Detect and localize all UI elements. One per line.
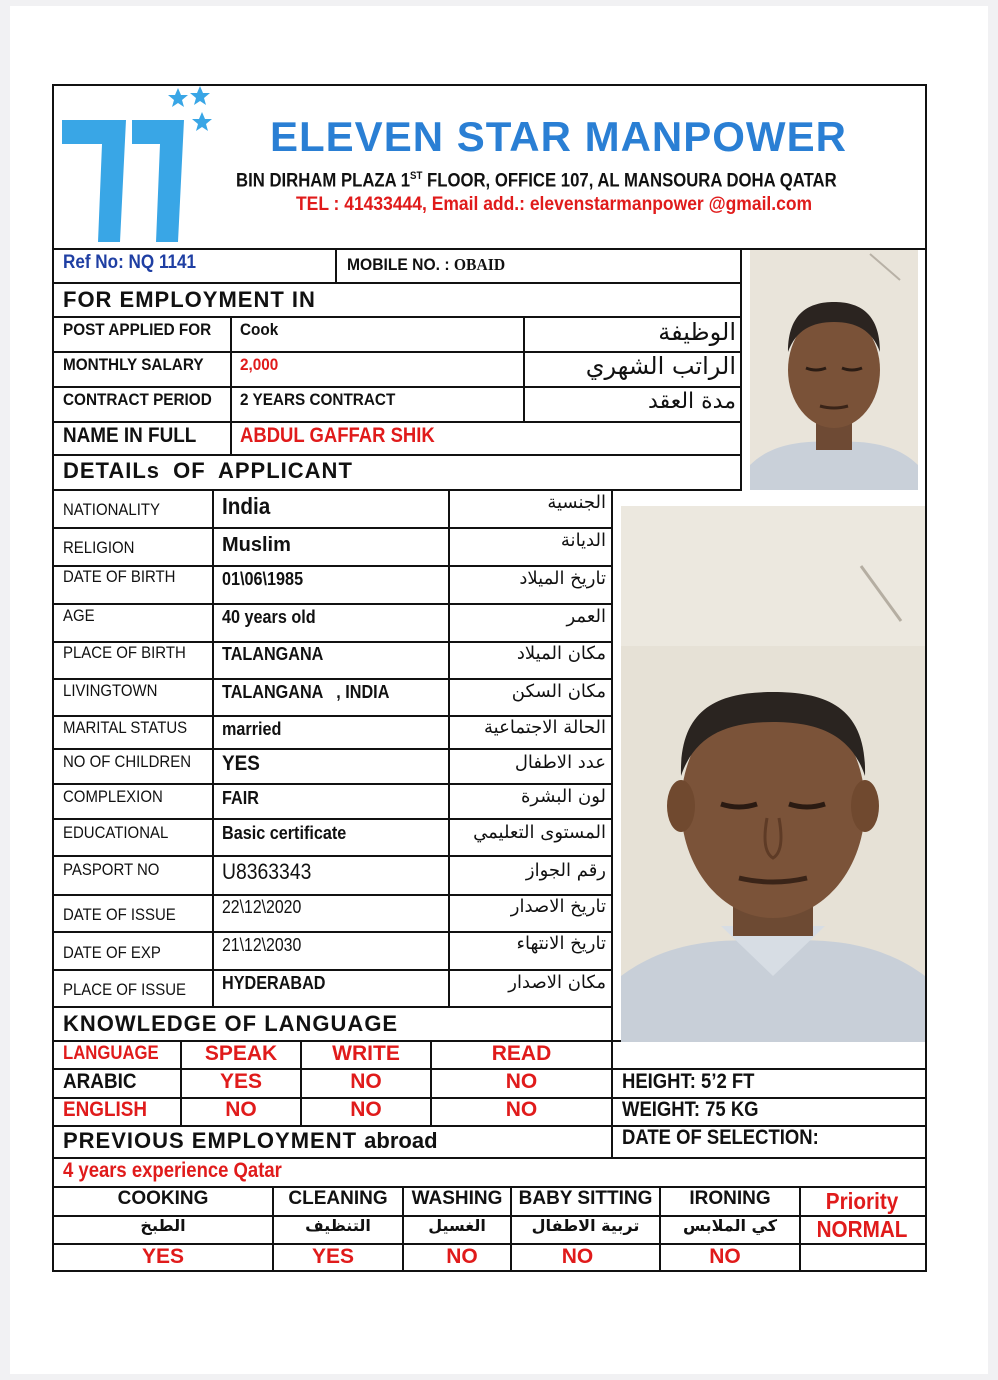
issue-date-label: DATE OF ISSUE <box>63 905 176 924</box>
salary-arabic: الراتب الشهري <box>585 352 736 380</box>
selection-date-label: DATE OF SELECTION: <box>622 1126 819 1149</box>
skill-washing-value: NO <box>446 1245 478 1268</box>
skill-cleaning-arabic: التنظيف <box>305 1216 371 1235</box>
lang-header-read: READ <box>491 1042 552 1065</box>
previous-experience: 4 years experience Qatar <box>63 1159 282 1182</box>
priority-label: Priority <box>825 1188 899 1214</box>
children-value: YES <box>222 752 260 775</box>
nationality-value: India <box>222 493 271 519</box>
livingtown-label: LIVINGTOWN <box>63 681 158 700</box>
livingtown-value: TALANGANA , INDIA <box>222 682 390 702</box>
dob-arabic: تاريخ الميلاد <box>519 568 606 589</box>
exp-date-label: DATE OF EXP <box>63 943 161 962</box>
fullname-value: ABDUL GAFFAR SHIK <box>240 424 435 447</box>
lang-header-speak: SPEAK <box>204 1042 278 1065</box>
skill-ironing-label: IRONING <box>689 1188 771 1209</box>
livingtown-arabic: مكان السكن <box>511 681 606 702</box>
education-arabic: المستوى التعليمي <box>473 822 606 843</box>
religion-label: RELIGION <box>63 538 135 557</box>
post-applied-arabic: الوظيفة <box>658 318 736 346</box>
passport-value: U8363343 <box>222 859 312 884</box>
ref-number: Ref No: NQ 1141 <box>63 252 197 273</box>
marital-value: married <box>222 719 282 739</box>
nationality-label: NATIONALITY <box>63 500 160 519</box>
dob-label: DATE OF BIRTH <box>63 567 176 586</box>
post-applied-label: POST APPLIED FOR <box>63 320 212 339</box>
salary-value: 2,000 <box>240 355 279 374</box>
children-arabic: عدد الاطفال <box>514 752 606 773</box>
skill-cleaning-label: CLEANING <box>288 1188 388 1209</box>
post-applied-value: Cook <box>240 320 279 339</box>
fullname-label: NAME IN FULL <box>63 424 197 447</box>
education-label: EDUCATIONAL <box>63 823 169 842</box>
company-name: ELEVEN STAR MANPOWER <box>270 113 847 160</box>
skill-babysitting-label: BABY SITTING <box>518 1188 653 1209</box>
contract-value: 2 YEARS CONTRACT <box>240 390 396 409</box>
skill-ironing-value: NO <box>709 1245 741 1268</box>
section-previous-employment: PREVIOUS EMPLOYMENT abroad <box>63 1128 438 1153</box>
priority-value: NORMAL <box>816 1216 908 1242</box>
religion-value: Muslim <box>222 534 291 556</box>
lang-header-write: WRITE <box>332 1042 400 1065</box>
salary-label: MONTHLY SALARY <box>63 355 204 374</box>
pob-label: PLACE OF BIRTH <box>63 643 186 662</box>
section-employment: FOR EMPLOYMENT IN <box>63 287 316 312</box>
education-value: Basic certificate <box>222 823 347 843</box>
age-arabic: العمر <box>566 606 606 627</box>
height-value: HEIGHT: 5’2 FT <box>622 1070 755 1093</box>
mobile-number: MOBILE NO. : OBAID <box>347 255 506 274</box>
lang-arabic-write: NO <box>350 1070 382 1093</box>
skill-babysitting-arabic: تربية الاطفال <box>531 1216 640 1235</box>
pob-arabic: مكان الميلاد <box>516 643 606 664</box>
skill-cleaning-value: YES <box>311 1245 355 1268</box>
issue-place-arabic: مكان الاصدار <box>508 972 606 993</box>
marital-label: MARITAL STATUS <box>63 718 188 737</box>
section-details: DETAILs OF APPLICANT <box>63 458 353 483</box>
lang-arabic-name: ARABIC <box>63 1070 137 1093</box>
skill-cooking-label: COOKING <box>117 1188 209 1209</box>
passport-arabic: رقم الجواز <box>525 860 606 881</box>
issue-place-label: PLACE OF ISSUE <box>63 980 187 999</box>
passport-label: PASPORT NO <box>63 860 160 879</box>
issue-date-arabic: تاريخ الاصدار <box>510 896 606 917</box>
skill-washing-label: WASHING <box>411 1188 503 1209</box>
section-language: KNOWLEDGE OF LANGUAGE <box>63 1011 399 1036</box>
exp-date-arabic: تاريخ الانتهاء <box>516 933 606 954</box>
skill-washing-arabic: الغسيل <box>428 1216 486 1235</box>
lang-arabic-read: NO <box>505 1070 538 1093</box>
lang-english-write: NO <box>350 1098 382 1121</box>
company-contact: TEL : 41433444, Email add.: elevenstarmanpower @gmail.com <box>296 194 813 215</box>
lang-english-read: NO <box>505 1098 538 1121</box>
weight-value: WEIGHT: 75 KG <box>622 1098 759 1121</box>
issue-place-value: HYDERABAD <box>222 973 326 993</box>
religion-arabic: الديانة <box>560 530 606 551</box>
skill-cooking-value: YES <box>141 1245 185 1268</box>
company-address: BIN DIRHAM PLAZA 1ST FLOOR, OFFICE 107, AL MANSOURA DOHA QATAR <box>236 170 837 192</box>
contract-arabic: مدة العقد <box>648 389 736 414</box>
marital-arabic: الحالة الاجتماعية <box>484 717 606 738</box>
lang-english-speak: NO <box>225 1098 257 1121</box>
age-label: AGE <box>63 606 95 625</box>
nationality-arabic: الجنسية <box>547 492 606 513</box>
complexion-arabic: لون البشرة <box>520 786 606 807</box>
lang-header-language: LANGUAGE <box>63 1043 159 1064</box>
children-label: NO OF CHILDREN <box>63 752 192 771</box>
age-value: 40 years old <box>222 607 316 627</box>
lang-arabic-speak: YES <box>219 1070 263 1093</box>
dob-value: 01\06\1985 <box>222 569 304 589</box>
skill-ironing-arabic: كي الملابس <box>682 1216 778 1235</box>
skill-babysitting-value: NO <box>561 1245 594 1268</box>
company-logo <box>60 86 220 246</box>
contract-label: CONTRACT PERIOD <box>63 390 212 409</box>
issue-date-value: 22\12\2020 <box>222 897 302 917</box>
complexion-label: COMPLEXION <box>63 787 163 806</box>
applicant-photo-small <box>750 250 918 490</box>
applicant-photo-large <box>621 506 925 1042</box>
complexion-value: FAIR <box>222 788 259 808</box>
lang-english-name: ENGLISH <box>63 1098 148 1121</box>
skill-cooking-arabic: الطبخ <box>140 1216 186 1235</box>
exp-date-value: 21\12\2030 <box>222 935 302 955</box>
pob-value: TALANGANA <box>222 644 324 664</box>
